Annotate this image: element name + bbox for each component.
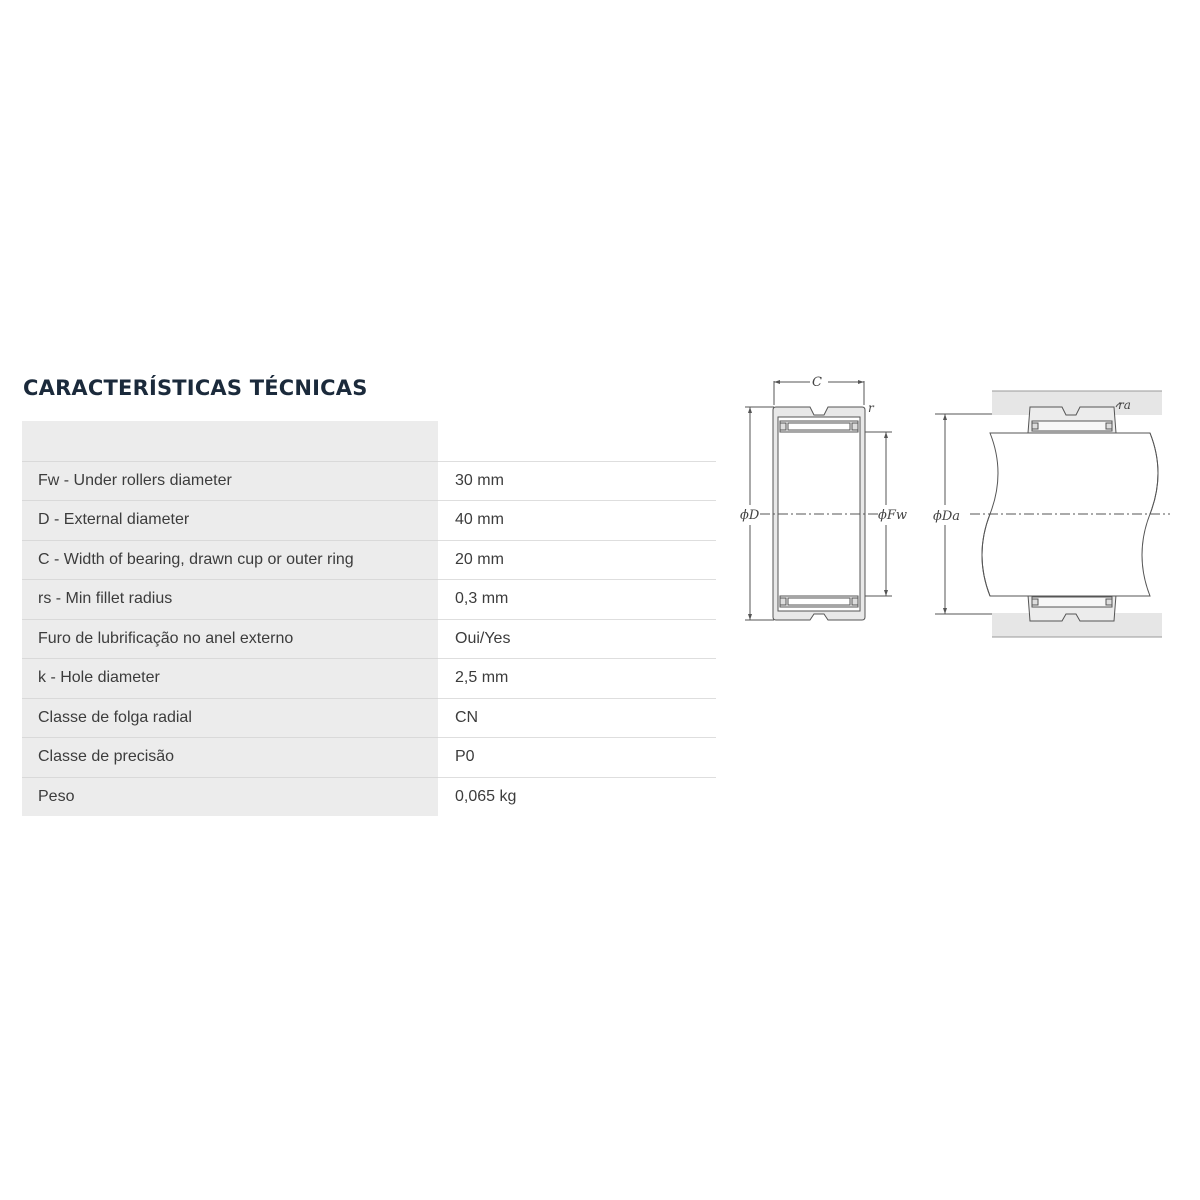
spec-label: rs - Min fillet radius <box>22 579 438 619</box>
label-c: C <box>812 375 822 390</box>
table-row <box>22 698 716 738</box>
spec-label: Peso <box>22 777 438 817</box>
bearing-section-view <box>745 380 892 620</box>
table-header-row <box>22 421 716 461</box>
spec-value: P0 <box>438 737 716 777</box>
spec-label: Classe de precisão <box>22 737 438 777</box>
spec-value: 20 mm <box>438 540 716 580</box>
spec-value: 0,065 kg <box>438 777 716 817</box>
spec-table <box>22 421 716 816</box>
table-row <box>22 461 716 501</box>
table-header-label-cell <box>22 421 438 461</box>
table-row <box>22 500 716 540</box>
spec-label: k - Hole diameter <box>22 658 438 698</box>
label-r: r <box>868 401 874 415</box>
label-d: ϕD <box>740 508 760 523</box>
label-ra: ra <box>1118 398 1131 412</box>
table-row <box>22 540 716 580</box>
spec-value: Oui/Yes <box>438 619 716 659</box>
spec-value: 0,3 mm <box>438 579 716 619</box>
table-row <box>22 619 716 659</box>
spec-value: 30 mm <box>438 461 716 501</box>
bearing-dimension-diagram <box>730 365 1180 650</box>
spec-label: Fw - Under rollers diameter <box>22 461 438 501</box>
label-fw: ϕFw <box>878 508 908 523</box>
table-row <box>22 579 716 619</box>
label-da: ϕDa <box>933 509 961 524</box>
table-row <box>22 658 716 698</box>
mounted-bearing-view <box>935 391 1170 637</box>
table-row <box>22 737 716 777</box>
table-row <box>22 777 716 817</box>
spec-value: 2,5 mm <box>438 658 716 698</box>
spec-value: CN <box>438 698 716 738</box>
spec-value: 40 mm <box>438 500 716 540</box>
spec-label: C - Width of bearing, drawn cup or outer ring <box>22 540 438 580</box>
spec-label: Furo de lubrificação no anel externo <box>22 619 438 659</box>
spec-label: Classe de folga radial <box>22 698 438 738</box>
table-header-value-cell <box>438 421 716 461</box>
spec-label: D - External diameter <box>22 500 438 540</box>
section-title: CARACTERÍSTICAS TÉCNICAS <box>23 376 368 400</box>
